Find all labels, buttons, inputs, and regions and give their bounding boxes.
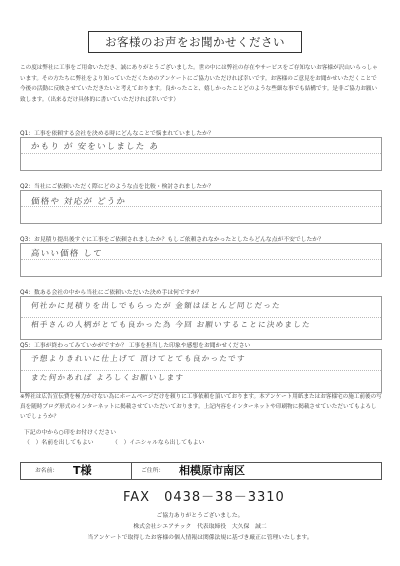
question-5-answer-line-2: また何かあれば よろしくお願いします — [30, 373, 185, 382]
address-value[interactable]: 相模原市南区 — [179, 464, 245, 477]
question-2-label: Q2：当社にご依頼いただく際にどのような点を比較・検討されましたか？ — [20, 184, 214, 190]
question-3-answer: 高いい価格 して — [30, 249, 104, 259]
page-title: お客様のお声をお聞かせください — [88, 31, 302, 53]
name-label: お名前： — [35, 468, 59, 474]
company-signature: 株式会社シエアテック 代表取締役 大久保 誠二 — [133, 524, 267, 530]
publication-notice: ※弊社は広告宣伝費を極力かけない為にホームページだけを頼りに工事依頼を頂いております。本アンケート用紙またはお客様宅の施工前後の写真を随時ブログ形式のインターネットに掲載させていただいております。上記内容をインターネットや印刷物に掲載させていただいてもよろしいでしょうか？ — [20, 394, 382, 420]
question-4-label: Q4：数ある会社の中から当社にご依頼いただいた決め手は何ですか？ — [20, 290, 203, 296]
address-label: ご住所： — [141, 468, 165, 474]
question-3-answer-box[interactable] — [20, 243, 382, 277]
option-initial-only[interactable]: （ ）イニシャルなら出してもよい — [112, 440, 205, 446]
answer-rule-line — [21, 259, 381, 260]
question-4-answer-line-2: 相手さんの人柄がとても良かった為 今回 お願いすることに決めました — [30, 320, 312, 329]
question-3-label: Q3：お見積り提出後すぐに工事をご依頼されましたか？もしご依頼されなかったとしたらどんな点が不安でしたか？ — [20, 237, 324, 243]
option-with-name[interactable]: （ ）名前を出してもよい — [24, 440, 94, 446]
answer-rule-line — [21, 153, 381, 154]
choose-prompt: 下記の中から○印をお付けください — [24, 430, 117, 436]
question-1-answer: かもり が 安をいしました あ — [30, 142, 160, 152]
question-5-answer-line-1: 予想よりきれいに仕上げて 頂けてとても良かったです — [30, 354, 247, 363]
question-5-label: Q5：工事が終わってみていかがですか？ 工事を担当した印象や感想をお聞かせください — [20, 343, 251, 349]
cell-divider — [131, 463, 132, 479]
answer-rule-line — [21, 317, 381, 318]
privacy-notice: 当アンケートで取得したお客様の個人情報は関係法規に基づき厳正に管理いたします。 — [87, 535, 313, 541]
question-5-answer-box[interactable] — [20, 349, 382, 393]
question-1-answer-box[interactable] — [20, 137, 382, 171]
thanks-message: ご協力ありがとうございました。 — [156, 513, 244, 519]
question-2-answer: 価格や 対応が どうか — [30, 197, 127, 207]
intro-paragraph: この度は弊社に工事をご用命いただき、誠にありがとうございました。世の中には弊社の存在やサービスをご存知ないお客様が沢山いらっしゃいます。その方たちに弊社をより知っていただくためのアンケートにご協力いただければ幸いです。お客様のご意見をお聞かせいただくことで今後の活動に反映させていただきたいと考えております。良かったこと、嬉しかったことどのような些細な事でも結構です。是非ご協力お願い致します。（出来るだけ具体的に書いていただければ幸いです） — [20, 65, 378, 103]
name-value[interactable]: T様 — [73, 464, 92, 477]
question-2-answer-box[interactable] — [20, 190, 382, 224]
question-4-answer-box[interactable] — [20, 296, 382, 340]
answer-rule-line — [21, 370, 381, 371]
question-1-label: Q1：工事を依頼する会社を決める時にどんなことで悩まれていましたか？ — [20, 131, 214, 137]
question-4-answer-line-1: 何社かに見積りを出しでもらったが 金額はほとんど同じだった — [30, 301, 282, 310]
fax-number: FAX 0438－38－3310 — [123, 490, 285, 505]
customer-info-row — [20, 462, 382, 480]
